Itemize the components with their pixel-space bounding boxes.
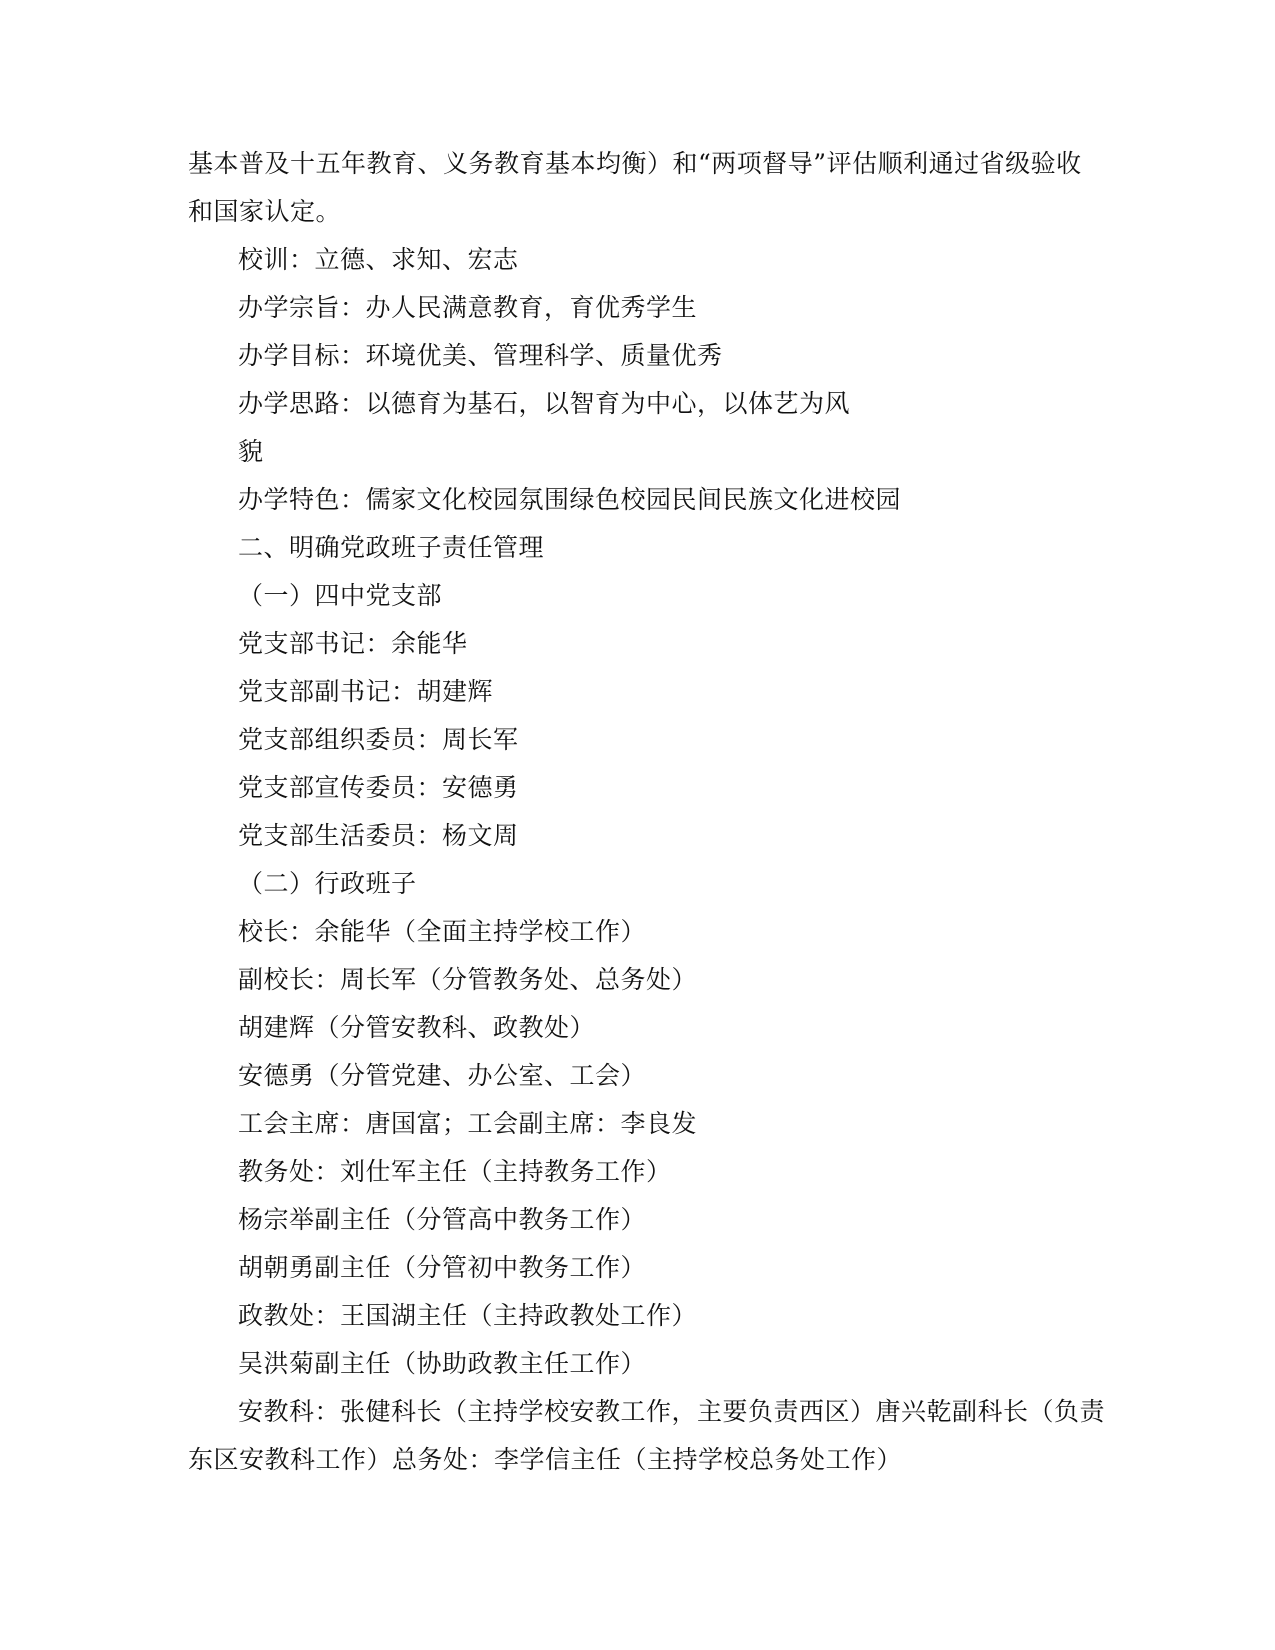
- document-body: [188, 140, 1106, 1484]
- political-office: 政教处：王国湖主任（主持政教处工作）: [238, 1301, 698, 1330]
- vice-principal: 副校长：周长军（分管教务处、总务处）: [238, 965, 698, 994]
- union-chair: 工会主席：唐国富；工会副主席：李良发: [238, 1109, 698, 1138]
- general-affairs-office: 东区安教科工作）总务处：李学信主任（主持学校总务处工作）: [188, 1445, 903, 1474]
- section-heading: 二、明确党政班子责任管理: [238, 533, 545, 562]
- subsection-heading: （一）四中党支部: [238, 581, 443, 610]
- text-line: 和国家认定。: [188, 197, 342, 226]
- party-publicity-member: 党支部宣传委员：安德勇: [238, 773, 519, 802]
- vice-principal: 胡建辉（分管安教科、政教处）: [238, 1013, 596, 1042]
- party-secretary: 党支部书记：余能华: [238, 629, 468, 658]
- party-deputy-secretary: 党支部副书记：胡建辉: [238, 677, 494, 706]
- academic-office-deputy: 胡朝勇副主任（分管初中教务工作）: [238, 1253, 647, 1282]
- school-philosophy: 办学思路：以德育为基石，以智育为中心，以体艺为风: [238, 389, 851, 418]
- vice-principal: 安德勇（分管党建、办公室、工会）: [238, 1061, 647, 1090]
- school-motto: 校训：立德、求知、宏志: [238, 245, 519, 274]
- academic-office: 教务处：刘仕军主任（主持教务工作）: [238, 1157, 672, 1186]
- school-features: 办学特色：儒家文化校园氛围绿色校园民间民族文化进校园: [238, 485, 902, 514]
- safety-office: 安教科：张健科长（主持学校安教工作，主要负责西区）唐兴乾副科长（负责: [238, 1397, 1106, 1426]
- principal: 校长：余能华（全面主持学校工作）: [238, 917, 647, 946]
- political-office-deputy: 吴洪菊副主任（协助政教主任工作）: [238, 1349, 647, 1378]
- school-goal: 办学目标：环境优美、管理科学、质量优秀: [238, 341, 723, 370]
- subsection-heading: （二）行政班子: [238, 869, 417, 898]
- party-life-member: 党支部生活委员：杨文周: [238, 821, 519, 850]
- text-line: 基本普及十五年教育、义务教育基本均衡）和“两项督导”评估顺利通过省级验收: [188, 149, 1082, 178]
- school-philosophy-continued: 貌: [238, 437, 264, 466]
- school-purpose: 办学宗旨：办人民满意教育，育优秀学生: [238, 293, 698, 322]
- academic-office-deputy: 杨宗举副主任（分管高中教务工作）: [238, 1205, 647, 1234]
- party-organization-member: 党支部组织委员：周长军: [238, 725, 519, 754]
